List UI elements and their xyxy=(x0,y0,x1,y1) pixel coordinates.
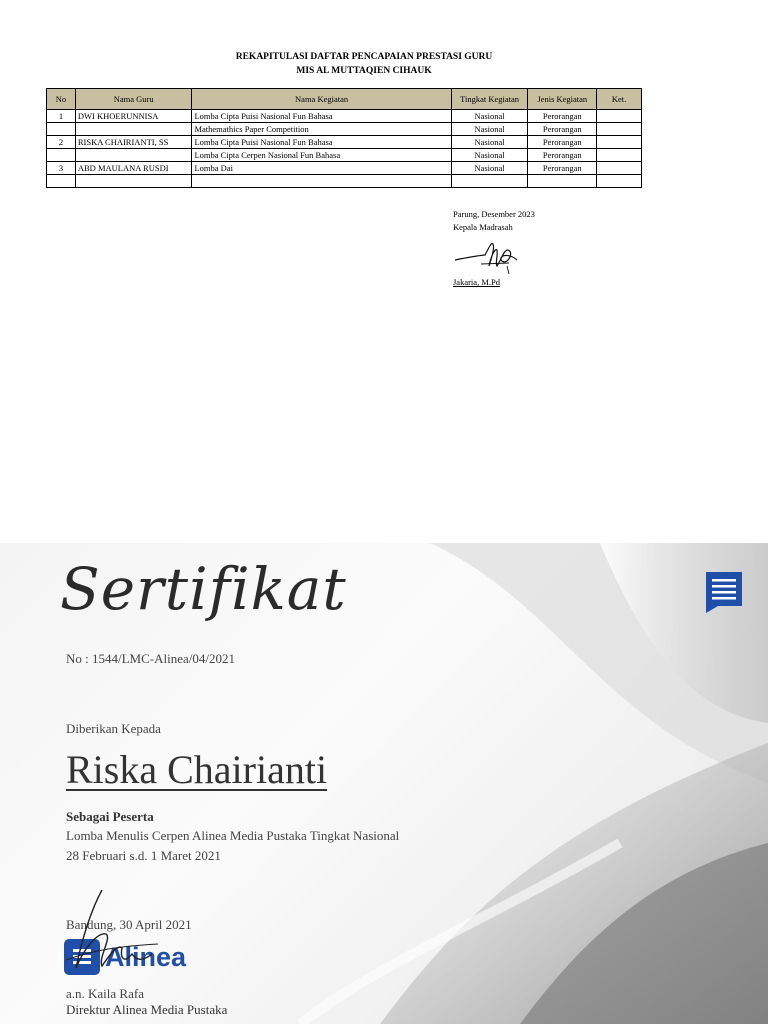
cell-ket xyxy=(597,175,642,188)
table-row xyxy=(47,110,642,123)
cell-nama-kegiatan: Lomba Cipta Puisi Nasional Fun Bahasa xyxy=(192,136,451,149)
cell-jenis: Perorangan xyxy=(528,110,597,123)
document-lines-icon[interactable] xyxy=(704,570,744,619)
header-jenis: Jenis Kegiatan xyxy=(528,89,597,110)
principal-signature-block xyxy=(453,208,535,287)
cell-no xyxy=(47,149,76,162)
header-nama-guru: Nama Guru xyxy=(75,89,192,110)
header-ket: Ket. xyxy=(597,89,642,110)
sign-position: Kepala Madrasah xyxy=(453,222,513,232)
cell-tingkat: Nasional xyxy=(451,149,528,162)
cell-nama-kegiatan xyxy=(192,175,451,188)
cell-jenis: Perorangan xyxy=(528,123,597,136)
cell-no xyxy=(47,175,76,188)
recipient-name: Riska Chairianti xyxy=(66,747,328,792)
cell-no xyxy=(47,123,76,136)
cell-nama-kegiatan: Lomba Cipta Puisi Nasional Fun Bahasa xyxy=(192,110,451,123)
signer-name: a.n. Kaila Rafa xyxy=(66,986,144,1001)
cell-nama-guru xyxy=(75,175,192,188)
cell-tingkat: Nasional xyxy=(451,123,528,136)
sign-place-date: Parung, Desember 2023 xyxy=(453,209,535,219)
cell-no: 1 xyxy=(47,110,76,123)
cell-nama-kegiatan: Lomba Dai xyxy=(192,162,451,175)
event-name: Lomba Menulis Cerpen Alinea Media Pustaka Tingkat Nasional xyxy=(66,828,400,843)
achievement-table xyxy=(46,88,642,188)
cell-nama-guru xyxy=(75,123,192,136)
cell-ket xyxy=(597,136,642,149)
certificate xyxy=(0,543,768,1024)
table-row xyxy=(47,136,642,149)
cell-nama-guru: RISKA CHAIRIANTI, SS xyxy=(75,136,192,149)
cell-jenis: Perorangan xyxy=(528,162,597,175)
signature-image xyxy=(451,236,521,278)
cell-jenis: Perorangan xyxy=(528,136,597,149)
header-no: No xyxy=(47,89,76,110)
sign-name: Jakaria, M.Pd xyxy=(453,277,500,287)
cell-ket xyxy=(597,123,642,136)
cell-nama-kegiatan: Lomba Cipta Cerpen Nasional Fun Bahasa xyxy=(192,149,451,162)
cell-jenis: Perorangan xyxy=(528,149,597,162)
cell-tingkat xyxy=(451,175,528,188)
cell-jenis xyxy=(528,175,597,188)
table-header-row xyxy=(47,89,642,110)
header-tingkat: Tingkat Kegiatan xyxy=(451,89,528,110)
cell-no: 3 xyxy=(47,162,76,175)
cell-nama-guru: DWI KHOERUNNISA xyxy=(75,110,192,123)
certificate-number: No : 1544/LMC-Alinea/04/2021 xyxy=(66,651,235,666)
director-signature xyxy=(62,888,172,988)
table-row xyxy=(47,162,642,175)
table-row xyxy=(47,123,642,136)
cell-tingkat: Nasional xyxy=(451,136,528,149)
certificate-title: Sertifikat xyxy=(60,555,347,623)
participant-role: Sebagai Peserta xyxy=(66,809,154,824)
header-nama-kegiatan: Nama Kegiatan xyxy=(192,89,451,110)
cell-tingkat: Nasional xyxy=(451,162,528,175)
event-date: 28 Februari s.d. 1 Maret 2021 xyxy=(66,848,221,863)
table-row xyxy=(47,175,642,188)
cell-ket xyxy=(597,162,642,175)
document-title-line2: MIS AL MUTTAQIEN CIHAUK xyxy=(296,66,432,76)
cell-nama-kegiatan: Mathemathics Paper Competition xyxy=(192,123,451,136)
logo-text: Alinea xyxy=(105,941,187,972)
cell-nama-guru: ABD MAULANA RUSDI xyxy=(75,162,192,175)
table-row xyxy=(47,149,642,162)
issue-place-date: Bandung, 30 April 2021 xyxy=(66,917,192,932)
cell-nama-guru xyxy=(75,149,192,162)
given-to-label: Diberikan Kepada xyxy=(66,721,161,736)
cell-tingkat: Nasional xyxy=(451,110,528,123)
cell-no: 2 xyxy=(47,136,76,149)
document-title-line1: REKAPITULASI DAFTAR PENCAPAIAN PRESTASI GURU xyxy=(235,52,493,62)
signer-title: Direktur Alinea Media Pustaka xyxy=(66,1002,228,1017)
cell-ket xyxy=(597,110,642,123)
cell-ket xyxy=(597,149,642,162)
document-title xyxy=(0,50,728,78)
